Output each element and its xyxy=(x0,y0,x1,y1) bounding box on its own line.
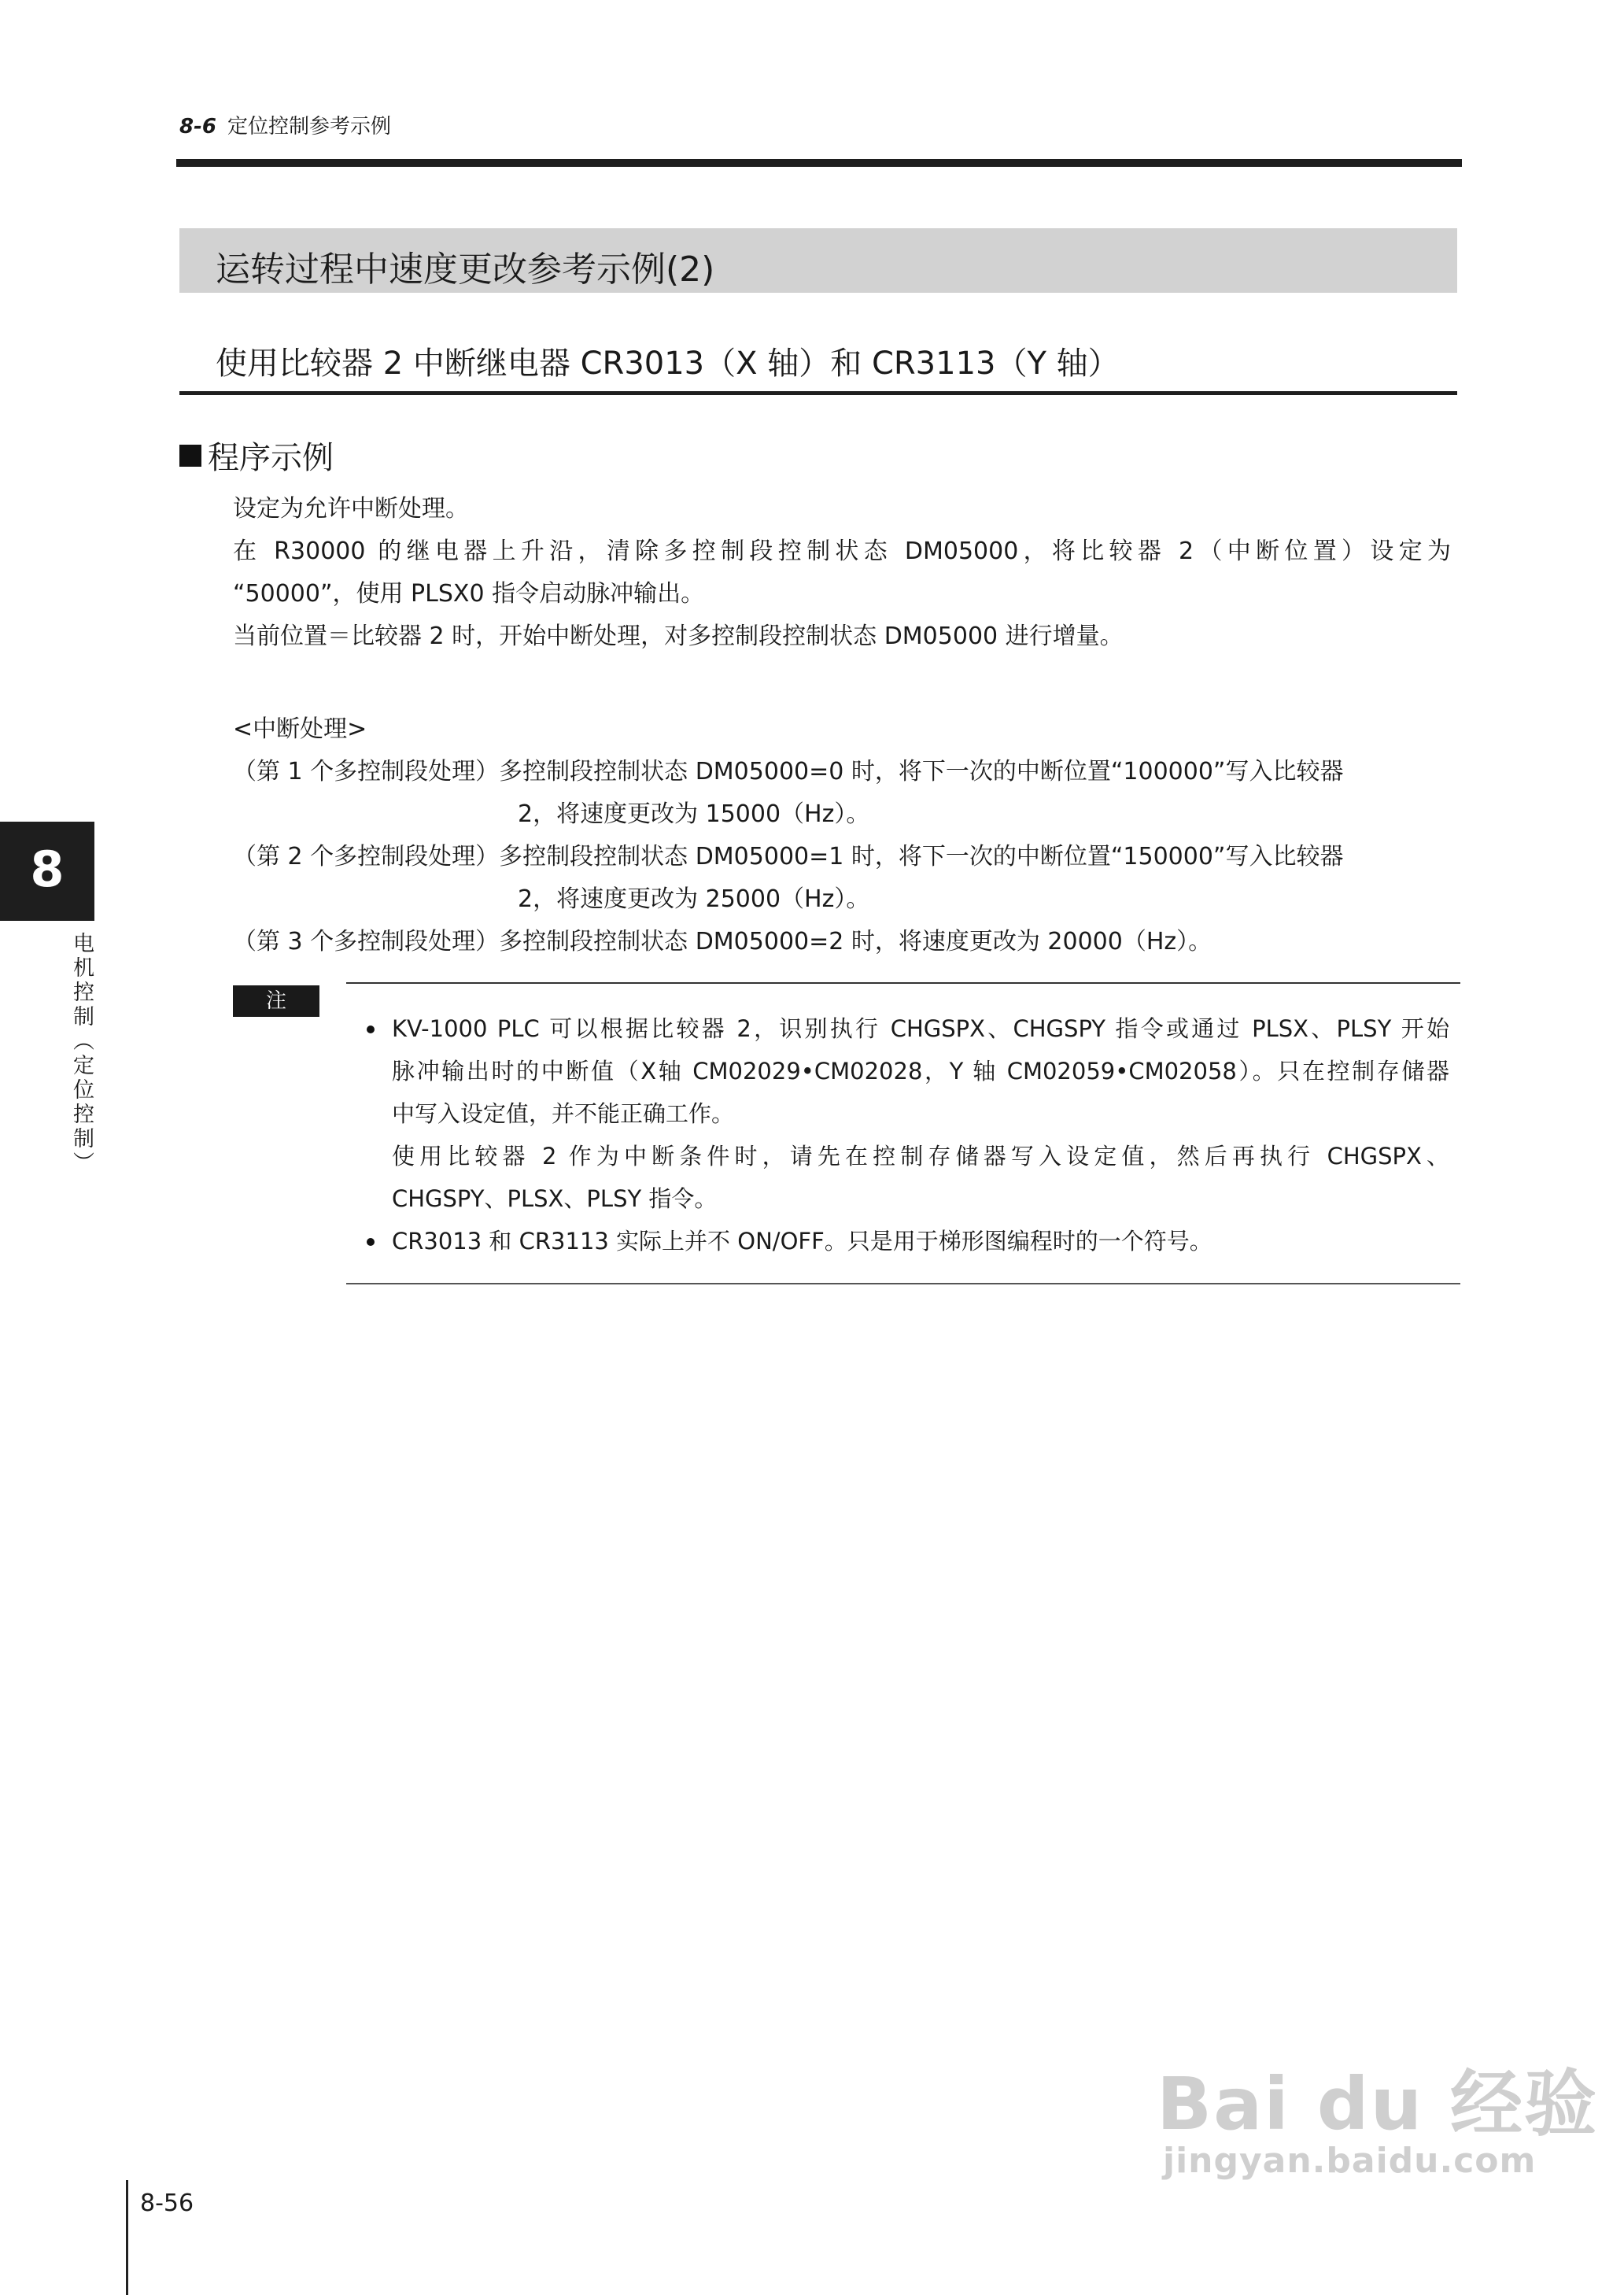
interrupt-block xyxy=(233,708,1460,963)
note-line: 中写入设定值，并不能正确工作。 xyxy=(392,1100,735,1127)
description-line: 当前位置＝比较器 2 时，开始中断处理，对多控制段控制状态 DM05000 进行增量。 xyxy=(233,623,1124,650)
note-line: 使用比较器 2 作为中断条件时，请先在控制存储器写入设定值，然后再执行 CHGSPX、 xyxy=(392,1143,1449,1170)
page-number: 8-56 xyxy=(140,2190,194,2217)
interrupt-item-cont: 2，将速度更改为 15000（Hz）。 xyxy=(518,800,870,828)
description-line: 设定为允许中断处理。 xyxy=(233,495,469,523)
watermark-url: jingyan.baidu.com xyxy=(1163,2141,1537,2181)
chapter-label: 电机控制（定位控制） xyxy=(69,932,94,1176)
running-header xyxy=(179,110,391,139)
interrupt-item: （第 2 个多控制段处理）多控制段控制状态 DM05000=1 时，将下一次的中断位置“150000”写入比较器 xyxy=(233,843,1344,870)
section-number: 8-6 xyxy=(179,115,216,139)
interrupt-item: （第 3 个多控制段处理）多控制段控制状态 DM05000=2 时，将速度更改为 20000（Hz）。 xyxy=(233,928,1212,955)
note-bottom-rule xyxy=(346,1283,1460,1284)
interrupt-heading: <中断处理> xyxy=(233,715,367,743)
interrupt-item-cont: 2，将速度更改为 25000（Hz）。 xyxy=(518,885,870,913)
chapter-tab-rule xyxy=(0,918,94,921)
note-bullet: KV-1000 PLC 可以根据比较器 2，识别执行 CHGSPX、CHGSPY 指令或通过 PLSX、PLSY 开始 xyxy=(364,1007,1449,1050)
footer-rule xyxy=(126,2180,128,2295)
section-title: 定位控制参考示例 xyxy=(227,115,391,139)
note-body xyxy=(364,1007,1449,1262)
note-bullet: CR3013 和 CR3113 实际上并不 ON/OFF。只是用于梯形图编程时的一个符号。 xyxy=(364,1220,1449,1262)
note-badge: 注 xyxy=(233,985,319,1017)
chapter-tab: 8 xyxy=(0,822,94,918)
description-line: 在 R30000 的继电器上升沿，清除多控制段控制状态 DM05000，将比较器 2（中断位置）设定为 xyxy=(233,538,1451,565)
subtitle-rule xyxy=(179,391,1457,395)
interrupt-item: （第 1 个多控制段处理）多控制段控制状态 DM05000=0 时，将下一次的中断位置“100000”写入比较器 xyxy=(233,758,1344,785)
description xyxy=(233,488,1451,658)
description-line: “50000”，使用 PLSX0 指令启动脉冲输出。 xyxy=(233,580,705,608)
page-title: 运转过程中速度更改参考示例(2) xyxy=(216,249,715,290)
section-heading-text: 程序示例 xyxy=(208,440,334,476)
header-rule xyxy=(176,159,1462,167)
note-top-rule xyxy=(346,982,1460,984)
section-heading xyxy=(179,433,334,478)
note-line: CHGSPY、PLSX、PLSY 指令。 xyxy=(392,1185,718,1212)
note-line: 脉冲输出时的中断值（X轴 CM02029•CM02028，Y 轴 CM02059•CM02058）。只在控制存储器 xyxy=(392,1058,1449,1085)
watermark-logo: Bai du 经验 xyxy=(1157,2062,1599,2146)
subtitle: 使用比较器 2 中断继电器 CR3013（X 轴）和 CR3113（Y 轴） xyxy=(216,346,1120,382)
square-bullet-icon xyxy=(179,445,201,467)
title-band xyxy=(179,228,1457,293)
